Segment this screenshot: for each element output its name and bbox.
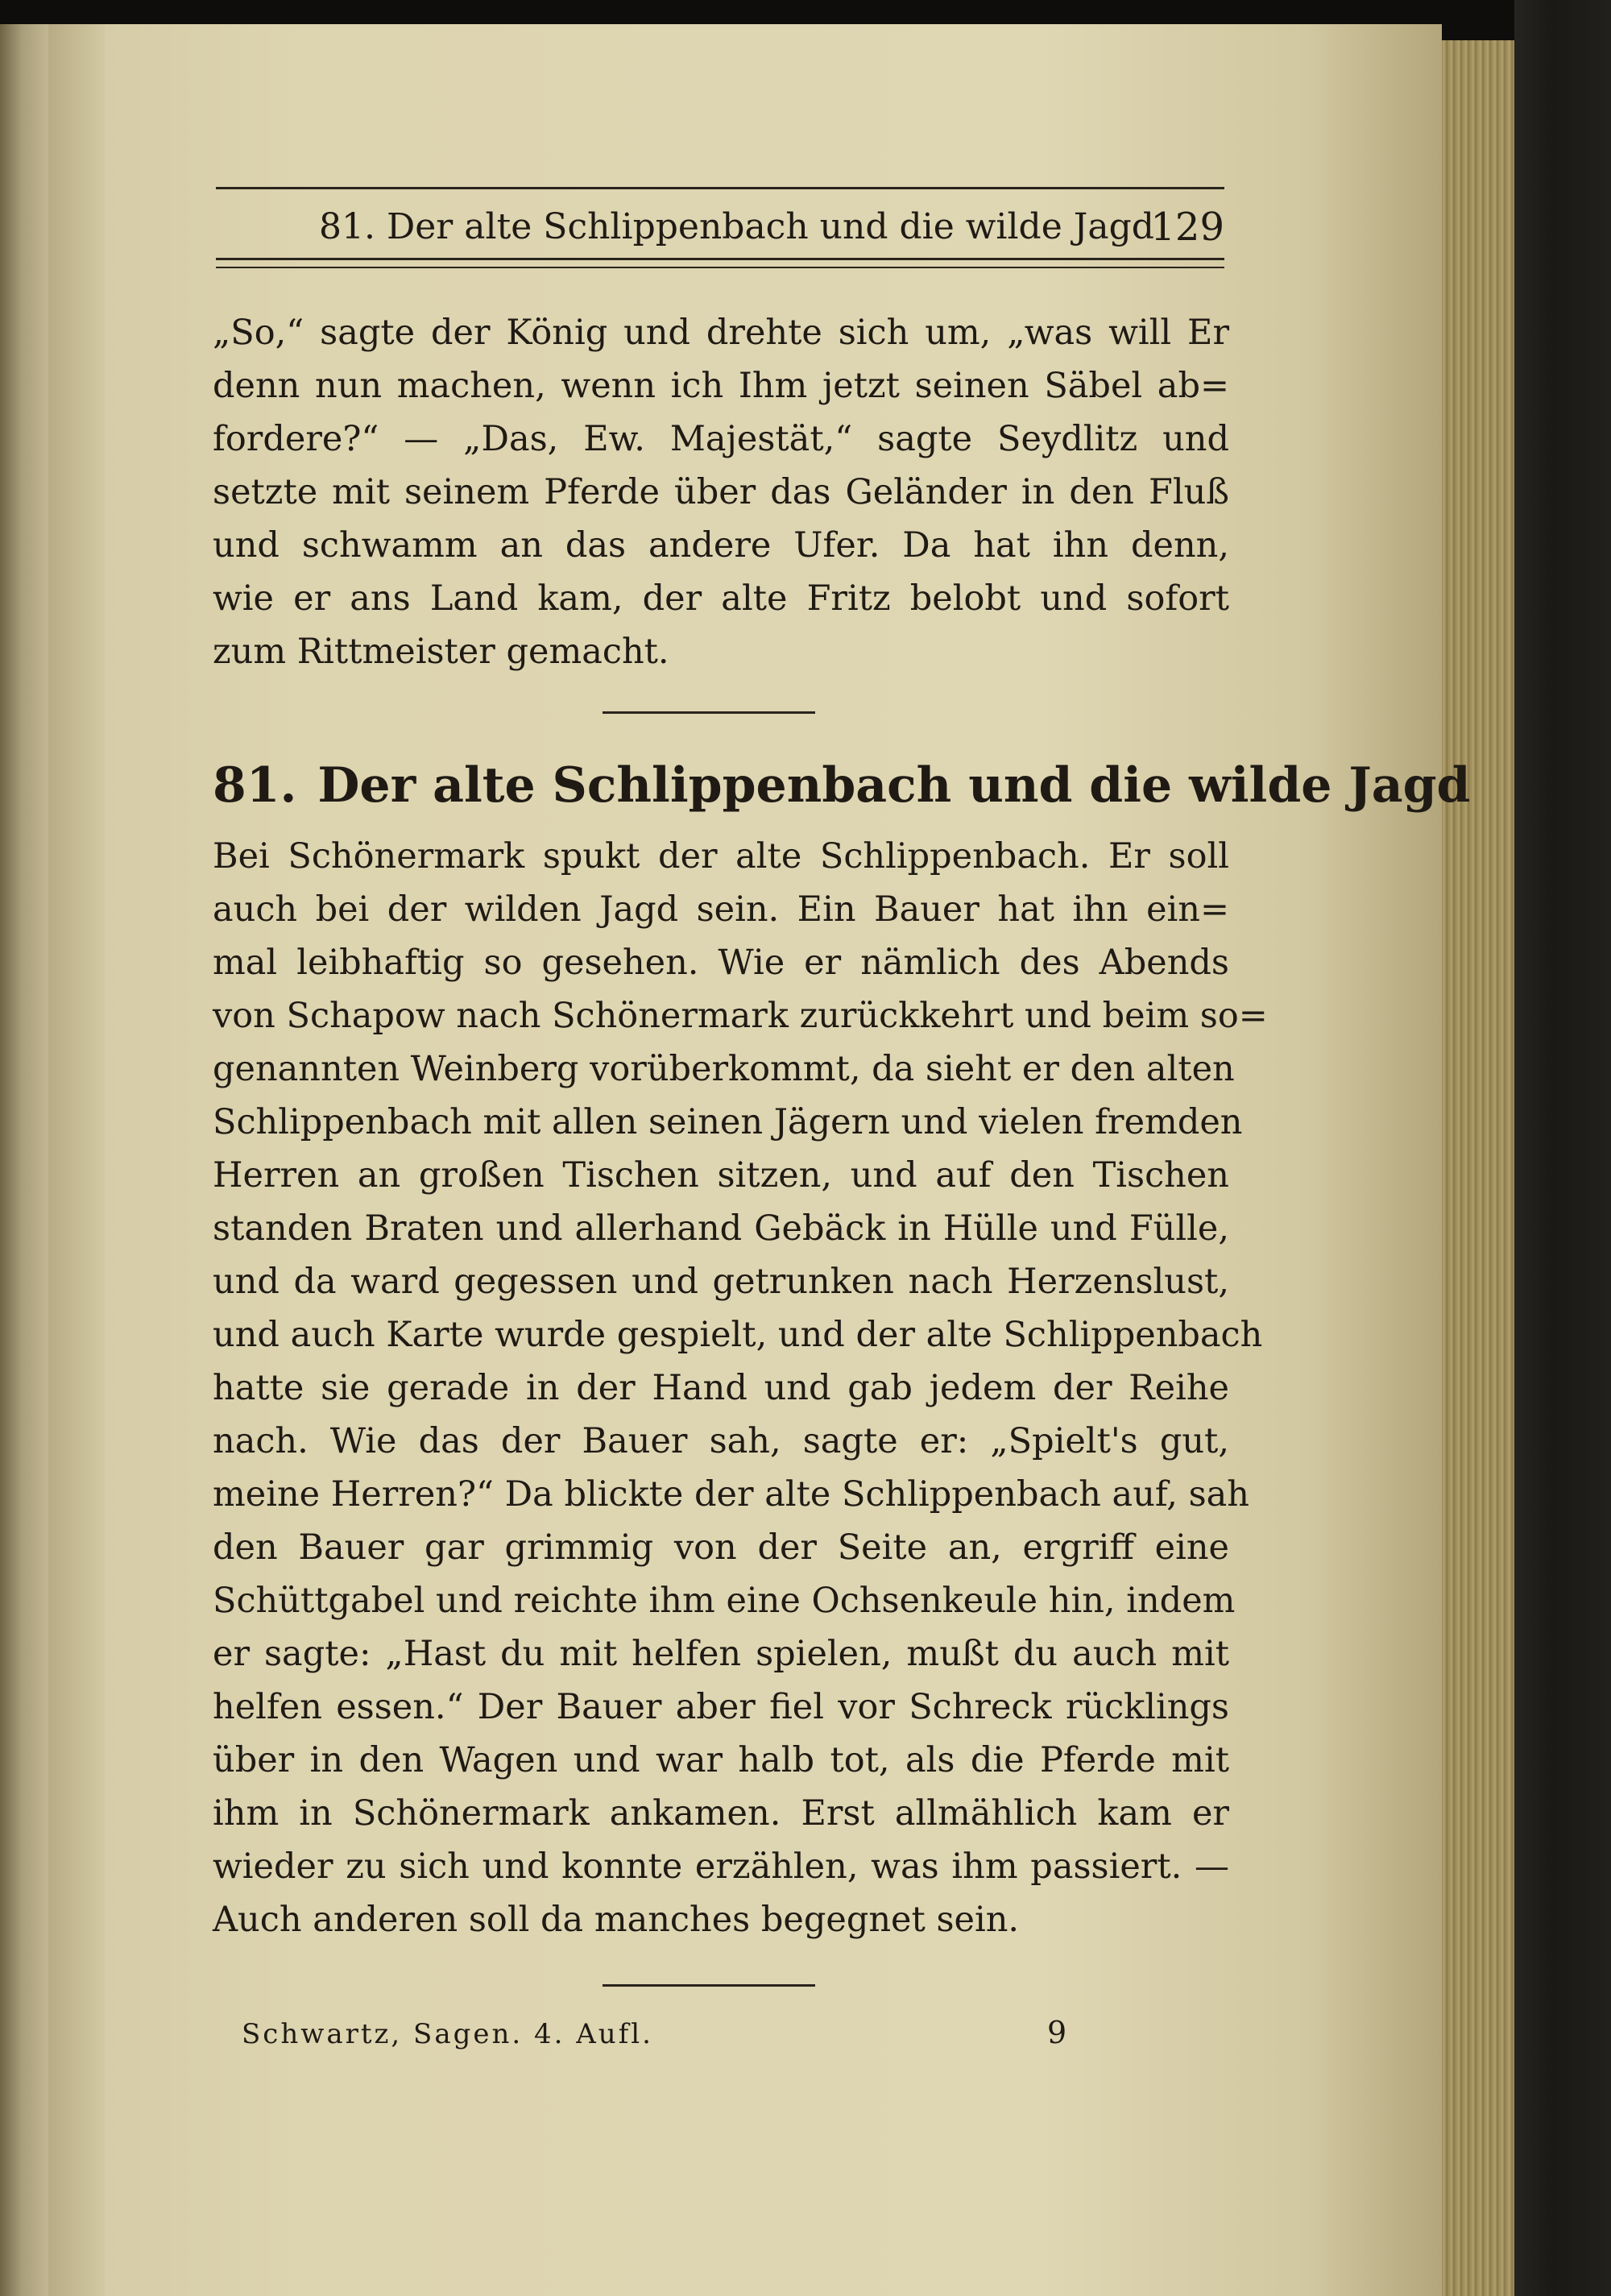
text-line: standen Braten und allerhand Gebäck in Hülle und Fülle,: [213, 1208, 1229, 1249]
text-line: über in den Wagen und war halb tot, als die Pferde mit: [213, 1740, 1229, 1780]
text-line: meine Herren?“ Da blickte der alte Schlippenbach auf, sah: [213, 1474, 1249, 1515]
book-gutter: [48, 24, 105, 2296]
text-line: Auch anderen soll da manches begegnet sein.: [213, 1900, 1020, 1940]
text-line: Schlippenbach mit allen seinen Jägern und vielen fremden: [213, 1102, 1243, 1142]
signature-number: 9: [1047, 2015, 1067, 2050]
text-line: „So,“ sagte der König und drehte sich um, „was will Er: [213, 313, 1229, 353]
text-line: auch bei der wilden Jagd sein. Ein Bauer hat ihn ein=: [213, 889, 1229, 930]
text-line: und auch Karte wurde gespielt, und der alte Schlippenbach: [213, 1315, 1263, 1355]
text-line: den Bauer gar grimmig von der Seite an, ergriff eine: [213, 1527, 1229, 1568]
text-line: fordere?“ — „Das, Ew. Majestät,“ sagte Seydlitz und: [213, 419, 1229, 459]
text-line: ihm in Schönermark ankamen. Erst allmählich kam er: [213, 1793, 1229, 1834]
text-line: genannten Weinberg vorüberkommt, da sieht er den alten: [213, 1049, 1235, 1089]
text-line: setzte mit seinem Pferde über das Geländer in den Fluß: [213, 472, 1229, 512]
text-line: wie er ans Land kam, der alte Fritz belobt und sofort: [213, 578, 1229, 619]
left-page-edge: [0, 24, 48, 2296]
page-number: 129: [1150, 205, 1224, 250]
running-title: 81. Der alte Schlippenbach und die wilde Jagd: [319, 206, 1154, 247]
section-title: Der alte Schlippenbach und die wilde Jagd: [317, 757, 1471, 814]
header-bottom-rule: [216, 258, 1224, 260]
text-line: und schwamm an das andere Ufer. Da hat ihn denn,: [213, 525, 1229, 566]
text-line: zum Rittmeister gemacht.: [213, 632, 669, 672]
text-line: helfen essen.“ Der Bauer aber fiel vor Schreck rücklings: [213, 1687, 1229, 1727]
text-line: Bei Schönermark spukt der alte Schlippenbach. Er soll: [213, 836, 1229, 877]
page-edges: [1442, 40, 1514, 2296]
text-line: Herren an großen Tischen sitzen, und auf den Tischen: [213, 1155, 1229, 1196]
text-line: wieder zu sich und konnte erzählen, was ihm passiert. —: [213, 1846, 1229, 1887]
text-line: er sagte: „Hast du mit helfen spielen, mußt du auch mit: [213, 1634, 1229, 1674]
text-line: von Schapow nach Schönermark zurückkehrt und beim so=: [213, 996, 1268, 1036]
text-line: denn nun machen, wenn ich Ihm jetzt seinen Säbel ab=: [213, 366, 1229, 406]
text-line: mal leibhaftig so gesehen. Wie er nämlich des Abends: [213, 943, 1229, 983]
previous-paragraph: [213, 306, 1229, 678]
header-bottom-rule-double: [216, 267, 1224, 268]
book-cover: [1514, 0, 1611, 2296]
section-heading: [213, 749, 1471, 822]
text-line: und da ward gegessen und getrunken nach Herzenslust,: [213, 1262, 1229, 1302]
end-divider: [603, 1984, 815, 1987]
text-line: nach. Wie das der Bauer sah, sagte er: „Spielt's gut,: [213, 1421, 1229, 1461]
header-top-rule: [216, 187, 1224, 189]
section-divider: [603, 711, 815, 714]
printer-signature: Schwartz, Sagen. 4. Aufl.: [242, 2018, 653, 2050]
section-number: 81.: [213, 757, 297, 814]
text-line: Schüttgabel und reichte ihm eine Ochsenkeule hin, indem: [213, 1581, 1236, 1621]
text-line: hatte sie gerade in der Hand und gab jedem der Reihe: [213, 1368, 1229, 1408]
main-paragraph: [213, 830, 1268, 1946]
